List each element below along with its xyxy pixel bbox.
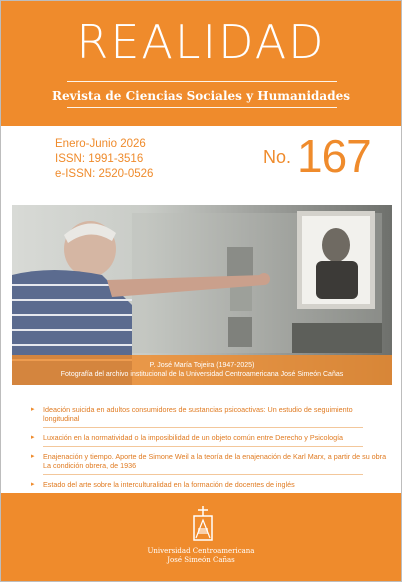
- bullet-icon: ▸: [31, 434, 35, 441]
- article-item[interactable]: [29, 452, 389, 475]
- bullet-icon: ▸: [31, 406, 35, 413]
- uca-logo-icon: [192, 506, 214, 542]
- divider: [43, 474, 363, 475]
- journal-subtitle: Revista de Ciencias Sociales y Humanidades: [52, 89, 350, 103]
- bullet-icon: ▸: [31, 453, 35, 460]
- article-item[interactable]: [29, 433, 389, 447]
- article-title: Enajenación y tiempo. Aporte de Simone Weil a la teoría de la enajenación de Karl Marx, a partir de su obra La condición obrera, de 1936: [43, 452, 387, 470]
- issue-meta: [55, 137, 153, 182]
- journal-title: REALIDAD: [76, 15, 326, 69]
- article-title: Estado del arte sobre la interculturalidad en la formación de docentes de inglés: [43, 480, 295, 489]
- bullet-icon: ▸: [31, 481, 35, 488]
- divider: [43, 427, 363, 428]
- issue-period: Enero-Junio 2026: [55, 138, 146, 150]
- issue-no-label: No.: [263, 147, 292, 167]
- publisher-line-2: José Simeón Cañas: [167, 556, 235, 564]
- subtitle-rule: [67, 107, 337, 108]
- publisher-line-1: Universidad Centroamericana: [147, 547, 255, 555]
- issn: ISSN: 1991-3516: [55, 153, 144, 165]
- eissn: e-ISSN: 2520-0526: [55, 168, 154, 180]
- caption-line-2: Fotografía del archivo institucional de la Universidad Centroamericana José Simeón Cañas: [60, 371, 344, 378]
- article-title: Ideación suicida en adultos consumidores de sustancias psicoactivas: Un estudio de seguimiento longitudinal: [43, 405, 353, 423]
- title-rule: [67, 81, 337, 82]
- divider: [43, 446, 363, 447]
- caption-line-1: P. José María Tojeira (1947-2025): [149, 362, 255, 369]
- publisher-name: [1, 547, 401, 565]
- article-item[interactable]: [29, 405, 389, 428]
- photo-caption: [12, 355, 392, 385]
- cover-photo: [12, 205, 392, 385]
- article-item[interactable]: [29, 480, 389, 494]
- article-title: Luxación en la normatividad o la imposibilidad de un objeto común entre Derecho y Psicología: [43, 433, 344, 442]
- issue-number: 167: [297, 130, 371, 182]
